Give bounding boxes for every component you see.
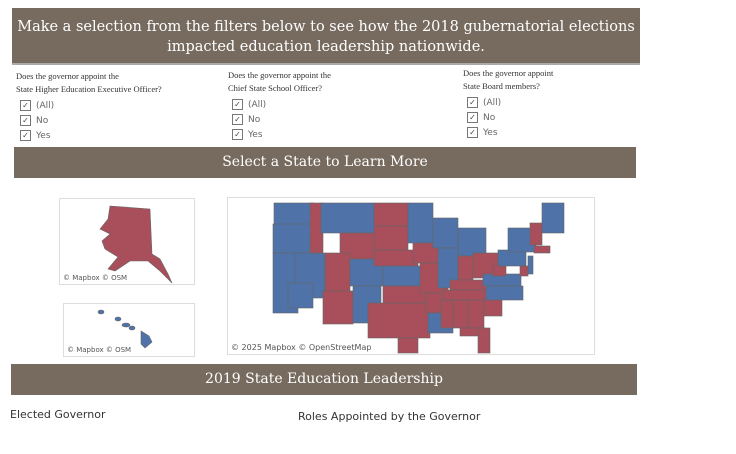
state-wa[interactable] [274, 203, 314, 225]
hawaii-map[interactable] [63, 303, 195, 357]
state-sc[interactable] [484, 298, 502, 316]
state-al[interactable] [453, 300, 468, 328]
state-tx[interactable] [368, 303, 430, 338]
map-attribution: © Mapbox © OSM [63, 274, 128, 282]
state-nd[interactable] [374, 203, 408, 226]
filter-state-board [463, 67, 553, 140]
state-pa[interactable] [498, 250, 526, 266]
filter-option-yes[interactable]: ✓ Yes [232, 127, 331, 142]
filter-csso [228, 69, 331, 142]
checkbox-icon[interactable]: ✓ [20, 115, 31, 126]
state-alaska[interactable] [100, 206, 172, 283]
filter-option-all[interactable]: ✓ (All) [467, 95, 553, 110]
leadership-banner [11, 364, 637, 395]
map-section-banner [14, 147, 636, 178]
state-or[interactable] [273, 224, 313, 253]
checkbox-icon[interactable]: ✓ [467, 127, 478, 138]
map-attribution: © 2025 Mapbox © OpenStreetMap [231, 343, 372, 352]
state-me[interactable] [542, 203, 564, 233]
checkbox-icon[interactable]: ✓ [467, 112, 478, 123]
alaska-map[interactable] [59, 198, 195, 285]
state-md[interactable] [520, 266, 528, 276]
state-ms[interactable] [441, 300, 453, 328]
filter-question: Does the governor appoint the Chief State School Officer? [228, 70, 331, 93]
checkbox-icon[interactable]: ✓ [20, 130, 31, 141]
map-attribution: © Mapbox © OSM [67, 346, 132, 354]
state-in[interactable] [458, 256, 473, 280]
state-ga[interactable] [468, 300, 484, 328]
us-map[interactable] [227, 197, 595, 355]
state-mt[interactable] [321, 203, 374, 233]
filter-option-no[interactable]: ✓ No [20, 113, 162, 128]
intro-banner [12, 8, 640, 65]
checkbox-icon[interactable]: ✓ [232, 114, 243, 125]
state-nh[interactable] [530, 223, 542, 245]
leadership-title: 2019 State Education Leadership [205, 371, 443, 387]
state-ks[interactable] [383, 266, 423, 286]
state-mn[interactable] [408, 203, 433, 243]
state-wi[interactable] [433, 218, 458, 248]
state-fl2[interactable] [478, 328, 490, 353]
filter-option-yes[interactable]: ✓ Yes [467, 125, 553, 140]
state-ma[interactable] [534, 246, 550, 253]
filter-option-all[interactable]: ✓ (All) [20, 98, 162, 113]
checkbox-icon[interactable]: ✓ [232, 129, 243, 140]
state-hawaii[interactable] [98, 310, 152, 348]
roles-appointed-label: Roles Appointed by the Governor [298, 410, 481, 423]
intro-title: Make a selection from the filters below to see how the 2018 gubernatorial elections impacted education leadership nationwide. [17, 19, 635, 55]
state-ca2[interactable] [288, 283, 313, 308]
filter-question: Does the governor appoint the State Higher Education Executive Officer? [16, 71, 162, 94]
state-tx2[interactable] [398, 338, 418, 353]
state-ne[interactable] [374, 250, 418, 266]
elected-governor-label: Elected Governor [10, 408, 106, 421]
filter-option-yes[interactable]: ✓ Yes [20, 128, 162, 143]
state-nj[interactable] [528, 256, 533, 274]
state-az[interactable] [323, 291, 353, 324]
state-ut[interactable] [325, 253, 350, 291]
map-section-title: Select a State to Learn More [222, 154, 428, 170]
checkbox-icon[interactable]: ✓ [467, 97, 478, 108]
filter-option-no[interactable]: ✓ No [232, 112, 331, 127]
filter-option-no[interactable]: ✓ No [467, 110, 553, 125]
filter-question: Does the governor appoint State Board members? [463, 68, 554, 91]
state-nc[interactable] [486, 286, 523, 300]
filter-sheeo [16, 70, 162, 143]
checkbox-icon[interactable]: ✓ [232, 99, 243, 110]
state-mi[interactable] [458, 228, 486, 256]
state-sd[interactable] [374, 226, 408, 250]
filter-option-all[interactable]: ✓ (All) [232, 97, 331, 112]
checkbox-icon[interactable]: ✓ [20, 100, 31, 111]
